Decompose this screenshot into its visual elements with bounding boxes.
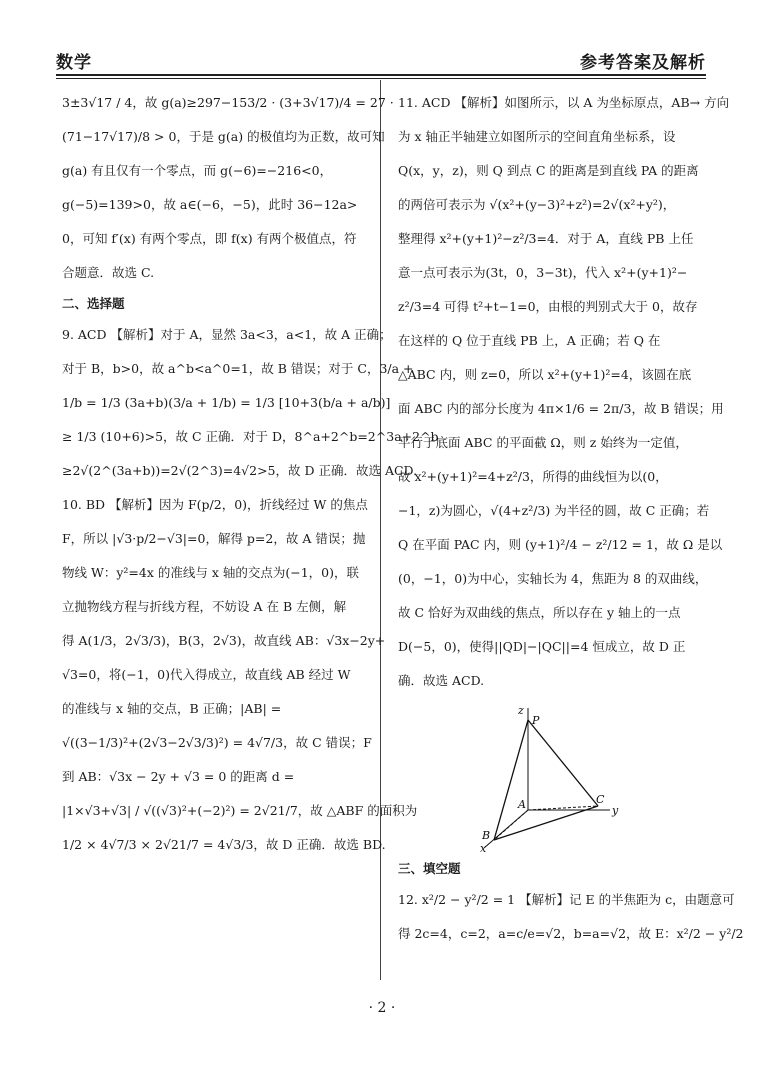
text-line: 面 ABC 内的部分长度为 4π×1/6 = 2π/3，故 B 错误；用 — [398, 401, 724, 416]
text-line: Q 在平面 PAC 内，则 (y+1)²/4 − z²/12 = 1，故 Ω 是以 — [398, 537, 723, 552]
edge-bc — [494, 806, 598, 840]
label-z: z — [518, 704, 524, 717]
text-line: 确．故选 ACD. — [398, 673, 485, 688]
text-line: g(−5)=139>0，故 a∈(−6，−5)，此时 36−12a> — [62, 197, 358, 212]
text-line: 1/b = 1/3 (3a+b)(3/a + 1/b) = 1/3 [10+3(b/a + a/b)] — [62, 395, 391, 410]
left-column — [62, 86, 439, 862]
text-line: 的两倍可表示为 √(x²+(y−3)²+z²)=2√(x²+y²)， — [398, 197, 676, 212]
text-line: 平行于底面 ABC 的平面截 Ω，则 z 始终为一定值， — [398, 435, 688, 450]
label-c: C — [596, 793, 605, 806]
text-line: 立抛物线方程与折线方程，不妨设 A 在 B 左侧，解 — [62, 599, 347, 614]
label-y: y — [612, 804, 619, 817]
text-line: ≥ 1/3 (10+6)>5，故 C 正确．对于 D，8^a+2^b=2^3a+2^b — [62, 429, 439, 444]
text-line: 3±3√17 / 4，故 g(a)≥297−153/2 · (3+3√17)/4 = 27 · — [62, 95, 394, 110]
text-line: 11. ACD 【解析】如图所示，以 A 为坐标原点，AB→ 方向 — [398, 95, 730, 110]
section-heading: 三、填空题 — [398, 861, 461, 876]
edge-pc — [528, 720, 598, 806]
tetrahedron-figure — [398, 702, 698, 855]
text-line: −1，z)为圆心，√(4+z²/3) 为半径的圆，故 C 正确；若 — [398, 503, 710, 518]
label-b: B — [482, 829, 491, 842]
text-line: F，所以 |√3·p/2−√3|=0，解得 p=2，故 A 错误；抛 — [62, 531, 366, 546]
text-line: |1×√3+√3| / √((√3)²+(−2)²) = 2√21/7，故 △ABF 的面积为 — [62, 803, 418, 818]
text-line: 12. x²/2 − y²/2 = 1 【解析】记 E 的半焦距为 c，由题意可 — [398, 892, 735, 907]
text-line: z²/3=4 可得 t²+t−1=0，由根的判别式大于 0，故存 — [398, 299, 698, 314]
label-p: P — [532, 714, 540, 727]
text-line: 故 x²+(y+1)²=4+z²/3，所得的曲线恒为以(0， — [398, 469, 668, 484]
right-column — [398, 86, 744, 951]
text-line: 物线 W：y²=4x 的准线与 x 轴的交点为(−1，0)，联 — [62, 565, 359, 580]
text-line: 得 2c=4，c=2，a=c/e=√2，b=a=√2，故 E：x²/2 − y²/2 — [398, 926, 744, 941]
subject-header: 数学 — [56, 53, 92, 73]
text-line: 对于 B，b>0，故 a^b<a^0=1，故 B 错误；对于 C，3/a + — [62, 361, 414, 376]
text-line: 到 AB：√3x − 2y + √3 = 0 的距离 d = — [62, 769, 295, 784]
document-title: 参考答案及解析 — [580, 53, 706, 73]
text-line: 为 x 轴正半轴建立如图所示的空间直角坐标系，设 — [398, 129, 676, 144]
label-x: x — [480, 842, 487, 855]
text-line: 合题意．故选 C. — [62, 265, 155, 280]
text-line: 得 A(1/3，2√3/3)，B(3，2√3)，故直线 AB：√3x−2y+ — [62, 633, 386, 648]
edge-pb — [494, 720, 528, 840]
text-line: √((3−1/3)²+(2√3−2√3/3)²) = 4√7/3，故 C 错误；F — [62, 735, 372, 750]
text-line: (71−17√17)/8 > 0，于是 g(a) 的极值均为正数，故可知 — [62, 129, 385, 144]
text-line: 在这样的 Q 位于直线 PB 上，A 正确；若 Q 在 — [398, 333, 661, 348]
text-line: 整理得 x²+(y+1)²−z²/3=4．对于 A，直线 PB 上任 — [398, 231, 694, 246]
text-line: 1/2 × 4√7/3 × 2√21/7 = 4√3/3，故 D 正确．故选 BD. — [62, 837, 386, 852]
text-line: 意一点可表示为(3t，0，3−3t)，代入 x²+(y+1)²− — [398, 265, 688, 280]
text-line: 0，可知 f′(x) 有两个零点，即 f(x) 有两个极值点，符 — [62, 231, 357, 246]
label-a: A — [518, 798, 526, 811]
x-axis — [484, 810, 528, 848]
text-line: (0，−1，0)为中心，实轴长为 4，焦距为 8 的双曲线， — [398, 571, 708, 586]
header-rule-thick — [56, 74, 706, 76]
header-rule-thin — [56, 78, 706, 79]
section-heading: 二、选择题 — [62, 296, 125, 311]
text-line: 9. ACD 【解析】对于 A，显然 3a<3，a<1，故 A 正确； — [62, 327, 392, 342]
text-line: 的准线与 x 轴的交点，B 正确；|AB| = — [62, 701, 282, 716]
text-line: △ABC 内，则 z=0，所以 x²+(y+1)²=4，该圆在底 — [398, 367, 692, 382]
text-line: g(a) 有且仅有一个零点，而 g(−6)=−216<0， — [62, 163, 333, 178]
text-line: D(−5，0)，使得||QD|−|QC||=4 恒成立，故 D 正 — [398, 639, 686, 654]
text-line: √3=0，将(−1，0)代入得成立，故直线 AB 经过 W — [62, 667, 351, 682]
text-line: Q(x，y，z)，则 Q 到点 C 的距离是到直线 PA 的距离 — [398, 163, 699, 178]
text-line: 故 C 恰好为双曲线的焦点，所以存在 y 轴上的一点 — [398, 605, 681, 620]
page-number: · 2 · — [368, 1000, 396, 1016]
text-line: 10. BD 【解析】因为 F(p/2，0)，折线经过 W 的焦点 — [62, 497, 368, 512]
text-line: ≥2√(2^(3a+b))=2√(2^3)=4√2>5，故 D 正确．故选 ACD. — [62, 463, 418, 478]
